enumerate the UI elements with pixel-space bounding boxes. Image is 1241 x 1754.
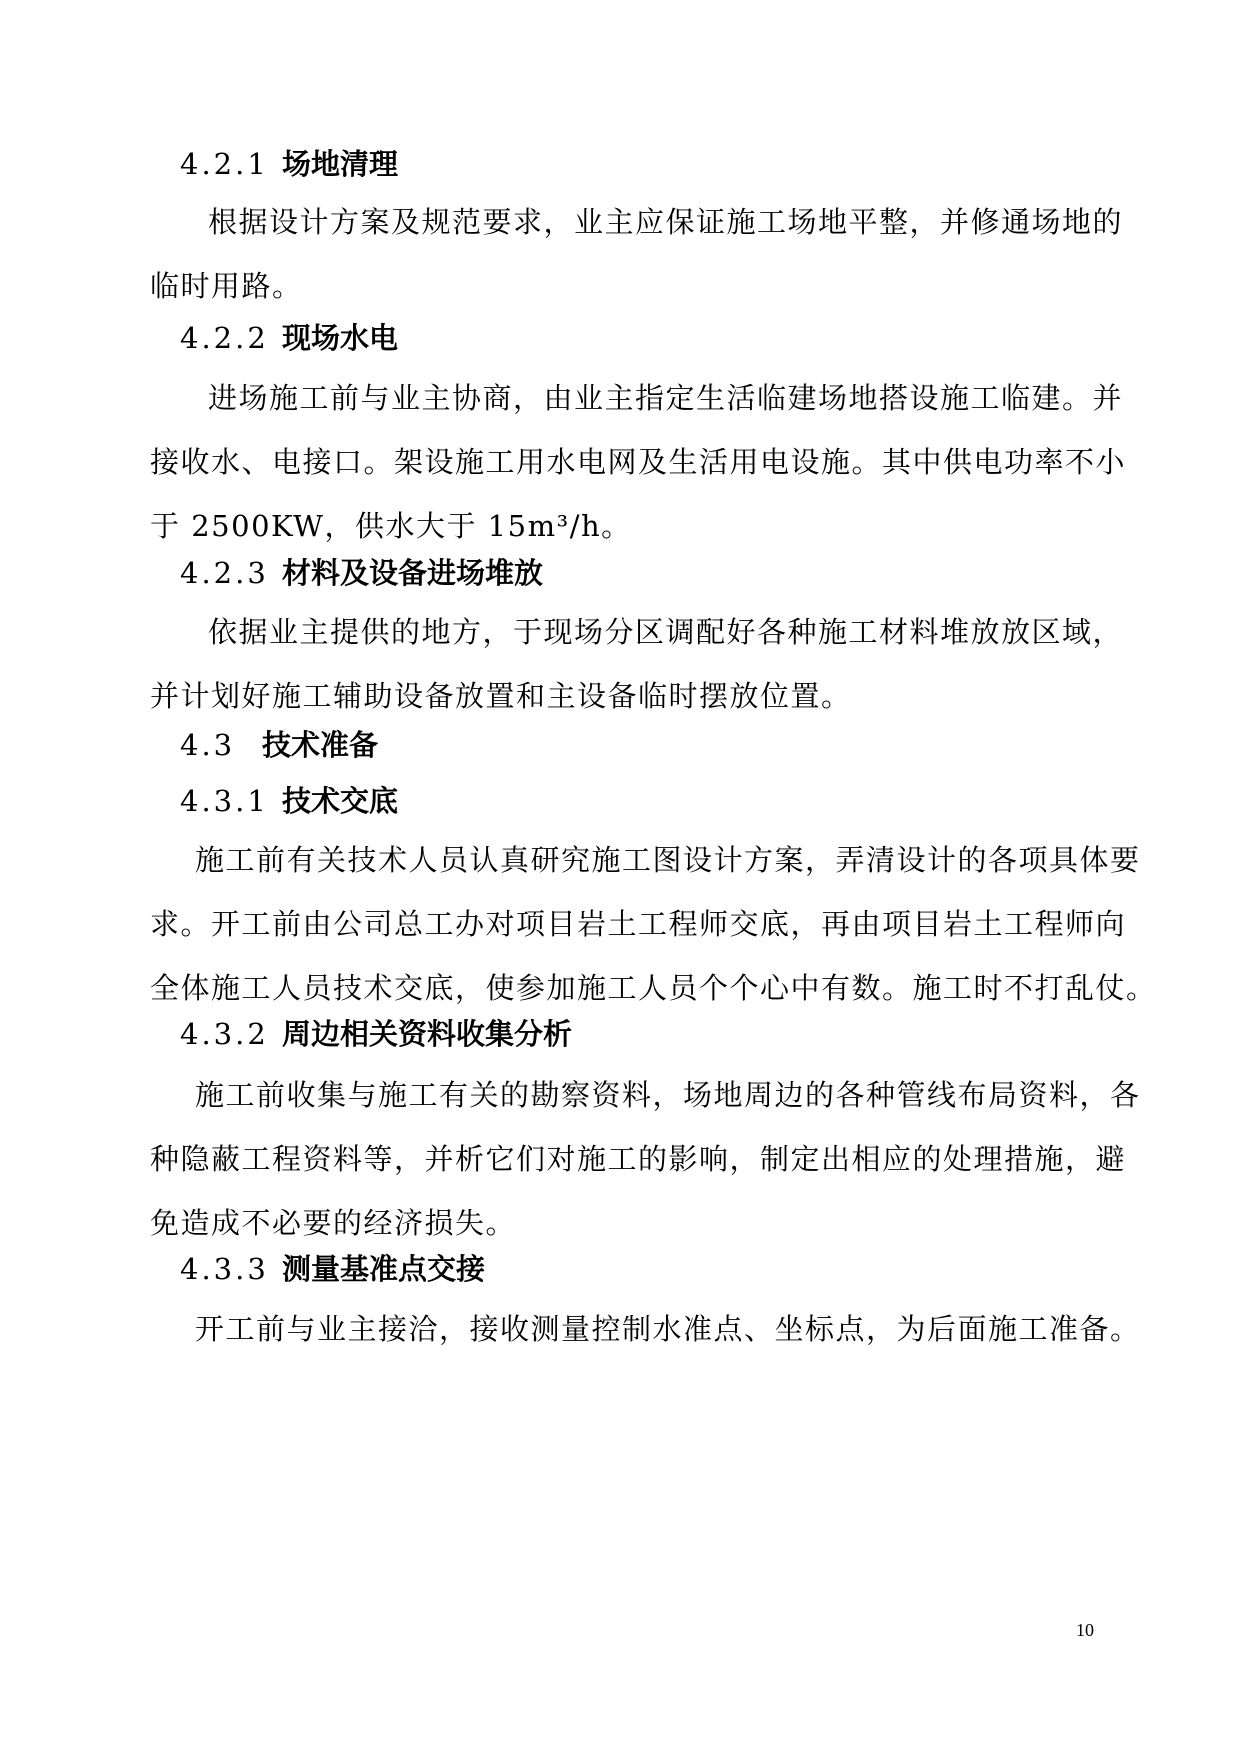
section-title: 测量基准点交接 <box>282 1252 486 1286</box>
paragraph-site-utilities <box>150 366 1127 558</box>
section-title: 周边相关资料收集分析 <box>282 1017 573 1051</box>
paragraph-data-collection <box>150 1063 1141 1255</box>
section-heading-4-3-3 <box>180 1251 485 1287</box>
section-title: 现场水电 <box>282 321 399 355</box>
section-heading-4-2-3 <box>180 555 543 591</box>
section-number: 4.3 <box>180 728 236 762</box>
paragraph-line: 并计划好施工辅助设备放置和主设备临时摆放位置。 <box>150 679 852 713</box>
paragraph-line: 依据业主提供的地方，于现场分区调配好各种施工材料堆放放区域， <box>208 615 1124 649</box>
section-number: 4.2.1 <box>180 147 269 181</box>
paragraph-materials-storage <box>150 600 1124 728</box>
paragraph-line: 于 2500KW，供水大于 15m³/h。 <box>150 509 632 543</box>
paragraph-line: 施工前收集与施工有关的勘察资料，场地周边的各种管线布局资料，各 <box>195 1078 1141 1112</box>
section-number: 4.2.2 <box>180 321 269 355</box>
section-title: 技术准备 <box>262 728 379 762</box>
section-heading-4-2-1 <box>180 146 398 182</box>
section-title: 技术交底 <box>282 784 399 818</box>
paragraph-survey-handover <box>150 1297 1141 1361</box>
paragraph-line: 根据设计方案及规范要求，业主应保证施工场地平整，并修通场地的 <box>208 205 1124 239</box>
paragraph-line: 种隐蔽工程资料等，并析它们对施工的影响，制定出相应的处理措施，避 <box>150 1142 1127 1176</box>
section-number: 4.3.2 <box>180 1017 269 1051</box>
section-heading-4-2-2 <box>180 320 398 356</box>
paragraph-line: 全体施工人员技术交底，使参加施工人员个个心中有数。施工时不打乱仗。 <box>150 971 1157 1005</box>
paragraph-line: 临时用路。 <box>150 269 303 303</box>
section-number: 4.3.3 <box>180 1252 269 1286</box>
paragraph-technical-briefing <box>150 828 1157 1020</box>
paragraph-line: 接收水、电接口。架设施工用水电网及生活用电设施。其中供电功率不小 <box>150 445 1127 479</box>
paragraph-line: 求。开工前由公司总工办对项目岩土工程师交底，再由项目岩土工程师向 <box>150 907 1127 941</box>
section-heading-4-3-2 <box>180 1016 572 1052</box>
section-number: 4.3.1 <box>180 784 269 818</box>
section-heading-4-3-1 <box>180 783 398 819</box>
section-title: 材料及设备进场堆放 <box>282 556 544 590</box>
section-title: 场地清理 <box>282 147 399 181</box>
paragraph-line: 免造成不必要的经济损失。 <box>150 1206 517 1240</box>
paragraph-line: 进场施工前与业主协商，由业主指定生活临建场地搭设施工临建。并 <box>208 381 1124 415</box>
page-number: 10 <box>1076 1620 1094 1640</box>
section-number: 4.2.3 <box>180 556 269 590</box>
paragraph-site-clearing <box>150 190 1124 318</box>
section-heading-4-3 <box>180 727 378 763</box>
paragraph-line: 施工前有关技术人员认真研究施工图设计方案，弄清设计的各项具体要 <box>195 843 1141 877</box>
paragraph-line: 开工前与业主接洽，接收测量控制水准点、坐标点，为后面施工准备。 <box>195 1312 1141 1346</box>
